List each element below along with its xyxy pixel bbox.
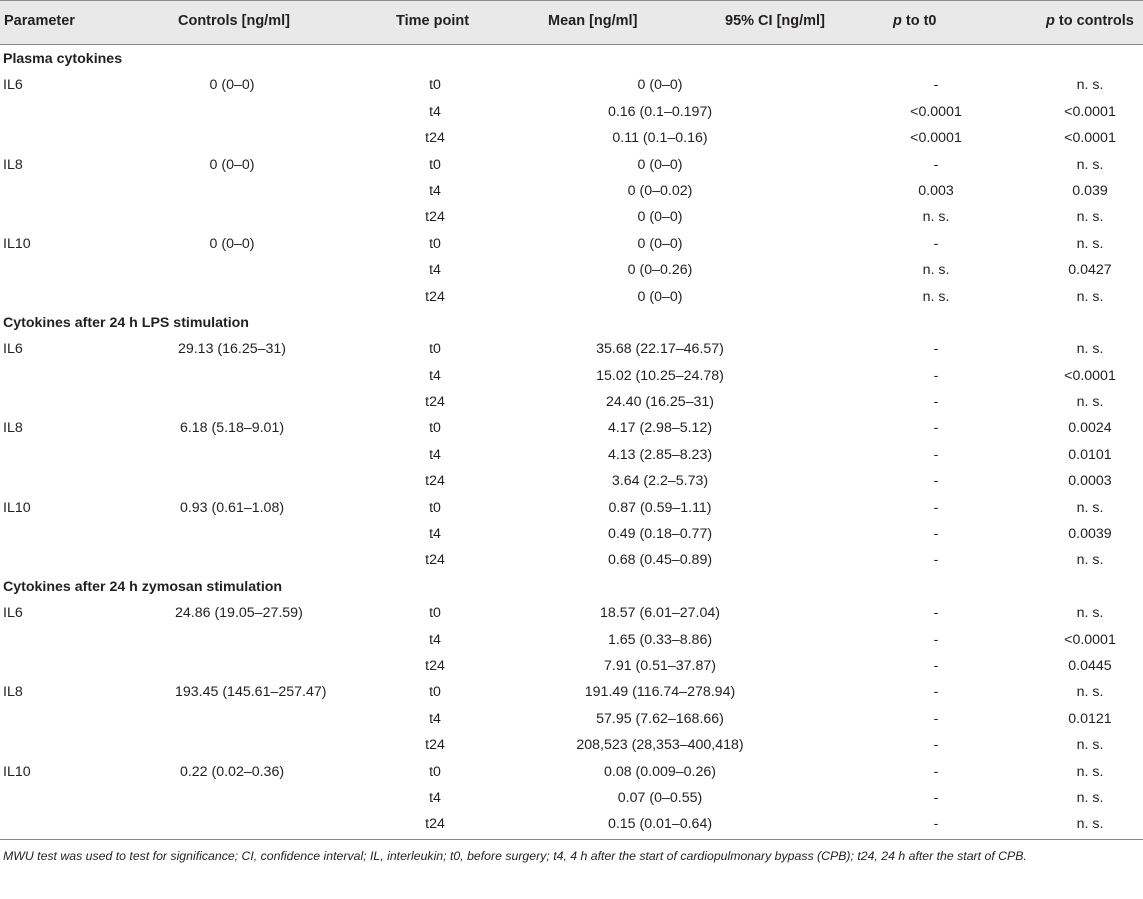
header-p-to-controls-rest: to controls bbox=[1054, 13, 1134, 29]
cell-p-to-t0: - bbox=[933, 552, 939, 569]
table-row bbox=[0, 678, 1143, 704]
cell-p-to-t0: - bbox=[933, 789, 939, 806]
header-mean: Mean [ng/ml] bbox=[548, 13, 638, 29]
cell-p-to-t0: - bbox=[933, 156, 939, 173]
cell-controls: 24.86 (19.05–27.59) bbox=[175, 605, 303, 622]
table-row bbox=[0, 441, 1143, 467]
section-row bbox=[0, 45, 1143, 71]
cell-p-to-controls: 0.0039 bbox=[1068, 526, 1112, 543]
cell-p-to-controls: n. s. bbox=[1076, 209, 1104, 226]
cell-time-point: t4 bbox=[429, 710, 441, 727]
cell-mean-ci: 0.16 (0.1–0.197) bbox=[607, 103, 713, 120]
cell-mean-ci: 0 (0–0) bbox=[637, 156, 683, 173]
cell-p-to-controls: <0.0001 bbox=[1064, 103, 1116, 120]
cell-mean-ci: 35.68 (22.17–46.57) bbox=[596, 341, 724, 358]
cell-parameter: IL6 bbox=[3, 341, 23, 358]
cell-time-point: t24 bbox=[425, 288, 445, 305]
cell-mean-ci: 0.68 (0.45–0.89) bbox=[607, 552, 713, 569]
table-row bbox=[0, 784, 1143, 810]
cell-p-to-controls: n. s. bbox=[1076, 737, 1104, 754]
cell-p-to-controls: 0.0101 bbox=[1068, 446, 1112, 463]
cell-time-point: t0 bbox=[429, 156, 441, 173]
cell-p-to-t0: n. s. bbox=[922, 262, 950, 279]
table-row bbox=[0, 177, 1143, 203]
cell-p-to-controls: n. s. bbox=[1076, 235, 1104, 252]
cell-mean-ci: 0 (0–0.02) bbox=[627, 182, 693, 199]
table-row bbox=[0, 520, 1143, 546]
table-row bbox=[0, 230, 1143, 256]
cell-parameter: IL8 bbox=[3, 420, 23, 437]
section-row bbox=[0, 309, 1143, 335]
cell-p-to-controls: n. s. bbox=[1076, 77, 1104, 94]
cell-mean-ci: 0.08 (0.009–0.26) bbox=[603, 763, 716, 780]
section-label: Plasma cytokines bbox=[3, 51, 123, 67]
cell-mean-ci: 7.91 (0.51–37.87) bbox=[603, 657, 716, 674]
table-row bbox=[0, 151, 1143, 177]
cell-mean-ci: 15.02 (10.25–24.78) bbox=[596, 367, 724, 384]
cell-parameter: IL6 bbox=[3, 77, 23, 94]
cell-controls: 0 (0–0) bbox=[209, 235, 255, 252]
header-p-to-controls bbox=[1046, 13, 1134, 29]
cell-controls: 29.13 (16.25–31) bbox=[177, 341, 287, 358]
cell-p-to-t0: - bbox=[933, 77, 939, 94]
cell-parameter: IL10 bbox=[3, 235, 31, 252]
cell-time-point: t24 bbox=[425, 737, 445, 754]
cell-p-to-controls: 0.0121 bbox=[1068, 710, 1112, 727]
cell-p-to-controls: 0.0003 bbox=[1068, 473, 1112, 490]
table-row bbox=[0, 335, 1143, 361]
section-row bbox=[0, 573, 1143, 599]
cell-controls: 0 (0–0) bbox=[209, 156, 255, 173]
cell-p-to-t0: - bbox=[933, 631, 939, 648]
cell-p-to-t0: - bbox=[933, 657, 939, 674]
cell-p-to-controls: 0.039 bbox=[1072, 182, 1108, 199]
cell-controls: 0.22 (0.02–0.36) bbox=[179, 763, 285, 780]
cell-mean-ci: 208,523 (28,353–400,418) bbox=[576, 737, 744, 754]
cell-time-point: t0 bbox=[429, 605, 441, 622]
cell-p-to-controls: n. s. bbox=[1076, 394, 1104, 411]
header-controls: Controls [ng/ml] bbox=[178, 13, 290, 29]
cell-p-to-t0: 0.003 bbox=[918, 182, 954, 199]
cell-p-to-t0: - bbox=[933, 737, 939, 754]
table-row bbox=[0, 362, 1143, 388]
cell-p-to-t0: - bbox=[933, 473, 939, 490]
cell-controls: 193.45 (145.61–257.47) bbox=[175, 684, 327, 701]
cell-p-to-t0: n. s. bbox=[922, 209, 950, 226]
cell-mean-ci: 0.07 (0–0.55) bbox=[617, 789, 703, 806]
header-time-point: Time point bbox=[396, 13, 470, 29]
cell-p-to-controls: <0.0001 bbox=[1064, 631, 1116, 648]
cell-p-to-t0: - bbox=[933, 816, 939, 833]
cell-mean-ci: 0.87 (0.59–1.11) bbox=[608, 499, 712, 516]
cell-controls: 0.93 (0.61–1.08) bbox=[179, 499, 285, 516]
cell-p-to-controls: n. s. bbox=[1076, 763, 1104, 780]
table-row bbox=[0, 731, 1143, 757]
cell-p-to-t0: <0.0001 bbox=[910, 103, 962, 120]
cell-time-point: t0 bbox=[429, 235, 441, 252]
table-row bbox=[0, 98, 1143, 124]
header-p-to-controls-p: p bbox=[1046, 13, 1055, 29]
cell-time-point: t24 bbox=[425, 552, 445, 569]
table-body bbox=[0, 45, 1143, 837]
section-label: Cytokines after 24 h LPS stimulation bbox=[3, 314, 249, 331]
cell-p-to-t0: - bbox=[933, 235, 939, 252]
cell-parameter: IL10 bbox=[3, 499, 31, 516]
table-row bbox=[0, 256, 1143, 282]
section-label: Cytokines after 24 h zymosan stimulation bbox=[3, 578, 283, 595]
cell-p-to-t0: n. s. bbox=[922, 288, 950, 305]
cell-mean-ci: 191.49 (116.74–278.94) bbox=[584, 684, 736, 701]
cell-time-point: t24 bbox=[425, 657, 445, 674]
cell-parameter: IL8 bbox=[3, 156, 23, 173]
cell-time-point: t4 bbox=[429, 789, 441, 806]
cell-p-to-t0: - bbox=[933, 684, 939, 701]
table-row bbox=[0, 467, 1143, 493]
table-row bbox=[0, 652, 1143, 678]
cell-mean-ci: 0.11 (0.1–0.16) bbox=[612, 130, 708, 147]
cell-mean-ci: 0 (0–0) bbox=[637, 209, 683, 226]
table-footnote: MWU test was used to test for significance; CI, confidence interval; IL, interleukin; t0, before surgery; t4, 4 h after the start of cardiopulmonary bypass (CPB); t24, 24 h after the start of CPB. bbox=[3, 848, 1027, 863]
cell-time-point: t0 bbox=[429, 420, 441, 437]
cell-mean-ci: 0 (0–0) bbox=[637, 288, 683, 305]
cell-time-point: t0 bbox=[429, 763, 441, 780]
cell-time-point: t4 bbox=[429, 367, 441, 384]
cell-mean-ci: 0 (0–0) bbox=[637, 235, 683, 252]
cell-p-to-controls: n. s. bbox=[1076, 789, 1104, 806]
table-row bbox=[0, 203, 1143, 229]
cell-parameter: IL6 bbox=[3, 605, 23, 622]
header-p-to-t0-rest: to t0 bbox=[901, 13, 937, 29]
cell-mean-ci: 4.17 (2.98–5.12) bbox=[607, 420, 713, 437]
cell-time-point: t24 bbox=[425, 816, 445, 833]
cell-p-to-t0: - bbox=[933, 394, 939, 411]
cell-time-point: t24 bbox=[425, 473, 445, 490]
header-p-to-t0 bbox=[893, 13, 937, 29]
cell-controls: 6.18 (5.18–9.01) bbox=[179, 420, 285, 437]
cell-mean-ci: 1.65 (0.33–8.86) bbox=[607, 631, 713, 648]
cell-time-point: t4 bbox=[429, 446, 441, 463]
cell-p-to-t0: - bbox=[933, 710, 939, 727]
table-row bbox=[0, 758, 1143, 784]
cell-mean-ci: 24.40 (16.25–31) bbox=[605, 394, 715, 411]
cell-p-to-controls: n. s. bbox=[1076, 816, 1104, 833]
cell-time-point: t24 bbox=[425, 209, 445, 226]
cell-parameter: IL10 bbox=[3, 763, 31, 780]
cell-time-point: t0 bbox=[429, 77, 441, 94]
cell-controls: 0 (0–0) bbox=[209, 77, 255, 94]
table-row bbox=[0, 388, 1143, 414]
cell-time-point: t0 bbox=[429, 499, 441, 516]
cell-p-to-t0: - bbox=[933, 605, 939, 622]
cell-p-to-controls: n. s. bbox=[1076, 341, 1104, 358]
cell-p-to-t0: <0.0001 bbox=[910, 130, 962, 147]
header-p-to-t0-p: p bbox=[893, 13, 902, 29]
cell-mean-ci: 0.49 (0.18–0.77) bbox=[607, 526, 713, 543]
cell-p-to-t0: - bbox=[933, 446, 939, 463]
cell-p-to-controls: n. s. bbox=[1076, 552, 1104, 569]
header-parameter: Parameter bbox=[4, 13, 75, 29]
table-row bbox=[0, 414, 1143, 440]
table-row bbox=[0, 124, 1143, 150]
cell-p-to-t0: - bbox=[933, 763, 939, 780]
cell-mean-ci: 3.64 (2.2–5.73) bbox=[611, 473, 709, 490]
cell-time-point: t4 bbox=[429, 631, 441, 648]
cell-p-to-t0: - bbox=[933, 341, 939, 358]
cell-time-point: t24 bbox=[425, 130, 445, 147]
cell-p-to-controls: 0.0445 bbox=[1068, 657, 1112, 674]
cell-time-point: t0 bbox=[429, 341, 441, 358]
cell-p-to-controls: n. s. bbox=[1076, 156, 1104, 173]
cell-time-point: t4 bbox=[429, 526, 441, 543]
cell-p-to-controls: 0.0427 bbox=[1068, 262, 1112, 279]
cell-parameter: IL8 bbox=[3, 684, 23, 701]
cell-time-point: t4 bbox=[429, 182, 441, 199]
cell-p-to-controls: <0.0001 bbox=[1064, 130, 1116, 147]
cell-time-point: t0 bbox=[429, 684, 441, 701]
cell-time-point: t4 bbox=[429, 262, 441, 279]
table-row bbox=[0, 599, 1143, 625]
table-row bbox=[0, 71, 1143, 97]
cell-mean-ci: 0 (0–0) bbox=[637, 77, 683, 94]
table-row bbox=[0, 283, 1143, 309]
cell-time-point: t24 bbox=[425, 394, 445, 411]
table-row bbox=[0, 626, 1143, 652]
cell-p-to-controls: n. s. bbox=[1076, 605, 1104, 622]
table-row bbox=[0, 810, 1143, 836]
cell-p-to-controls: n. s. bbox=[1076, 288, 1104, 305]
table-row bbox=[0, 546, 1143, 572]
table-header bbox=[0, 0, 1143, 45]
cell-mean-ci: 0.15 (0.01–0.64) bbox=[607, 816, 713, 833]
cell-mean-ci: 18.57 (6.01–27.04) bbox=[600, 605, 720, 622]
cell-mean-ci: 0 (0–0.26) bbox=[627, 262, 693, 279]
cell-p-to-controls: <0.0001 bbox=[1064, 367, 1116, 384]
table-row bbox=[0, 494, 1143, 520]
header-ci: 95% CI [ng/ml] bbox=[725, 13, 825, 29]
cell-p-to-t0: - bbox=[933, 526, 939, 543]
cell-p-to-t0: - bbox=[933, 420, 939, 437]
table-row bbox=[0, 705, 1143, 731]
cell-p-to-controls: 0.0024 bbox=[1068, 420, 1112, 437]
cell-p-to-t0: - bbox=[933, 367, 939, 384]
cell-p-to-controls: n. s. bbox=[1076, 684, 1104, 701]
cell-mean-ci: 4.13 (2.85–8.23) bbox=[607, 446, 713, 463]
cell-p-to-controls: n. s. bbox=[1076, 499, 1104, 516]
cell-mean-ci: 57.95 (7.62–168.66) bbox=[596, 710, 724, 727]
cell-p-to-t0: - bbox=[933, 499, 939, 516]
cell-time-point: t4 bbox=[429, 103, 441, 120]
